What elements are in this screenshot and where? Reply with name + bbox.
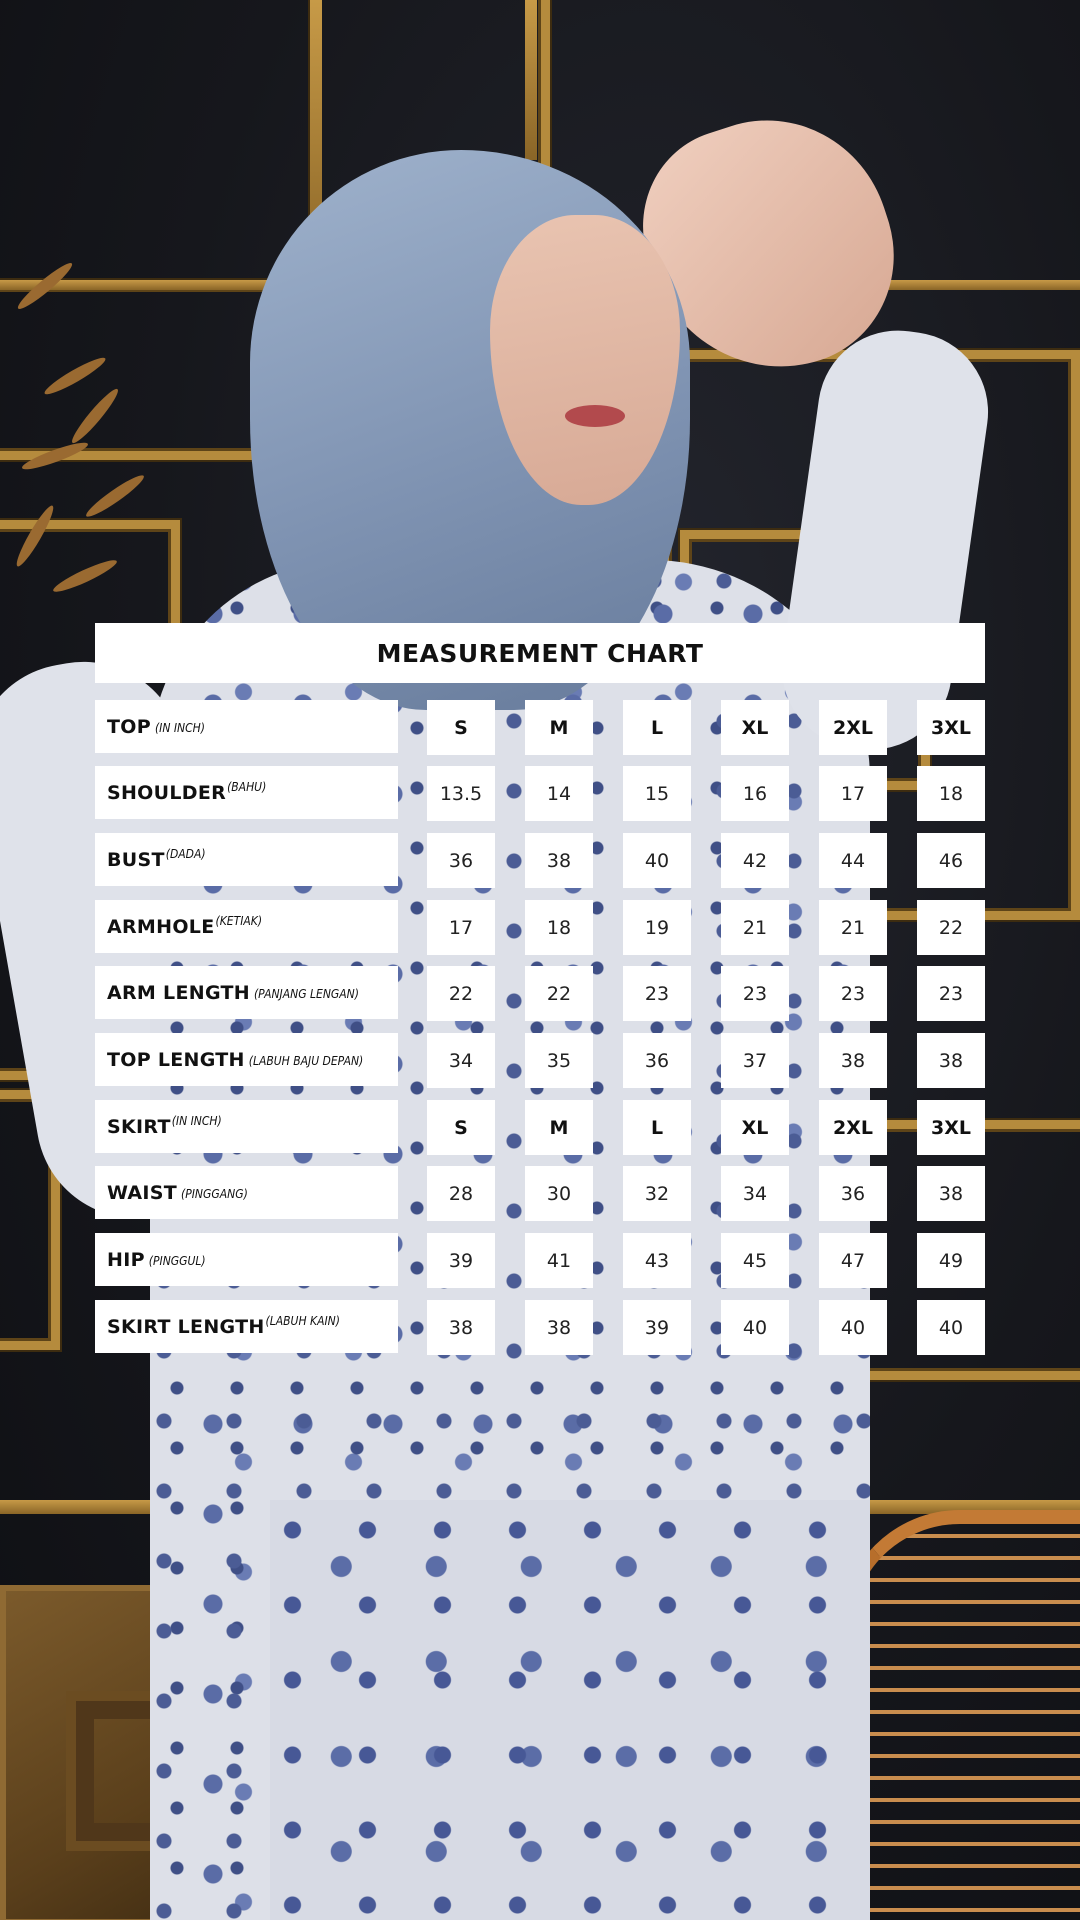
- size-header-cell: 3XL: [917, 700, 985, 755]
- row-label: [95, 1100, 398, 1153]
- value-cell: 17: [427, 900, 495, 955]
- value-cell: 15: [623, 766, 691, 821]
- value-cell: 23: [623, 966, 691, 1021]
- row-label: [95, 1233, 398, 1286]
- value-cell: 34: [721, 1166, 789, 1221]
- row-label: [95, 1300, 398, 1353]
- label-note: (BAHU): [227, 779, 267, 794]
- value-cell: 23: [721, 966, 789, 1021]
- label-main: SKIRT LENGTH: [107, 1315, 265, 1338]
- value-cell: 39: [623, 1300, 691, 1355]
- value-cell: 17: [819, 766, 887, 821]
- label-note: (LABUH KAIN): [265, 1313, 340, 1328]
- value-cell: 36: [427, 833, 495, 888]
- row-label: [95, 700, 398, 753]
- value-cell: 14: [525, 766, 593, 821]
- row-label: [95, 766, 398, 819]
- size-header-cell: L: [623, 1100, 691, 1155]
- size-header-cell: XL: [721, 700, 789, 755]
- chart-title: MEASUREMENT CHART: [95, 623, 985, 683]
- value-cell: 38: [525, 833, 593, 888]
- label-main: TOP: [107, 715, 151, 738]
- value-cell: 22: [427, 966, 495, 1021]
- skirt-header-row: [0, 1100, 1080, 1155]
- table-row: [0, 900, 1080, 955]
- value-cell: 38: [819, 1033, 887, 1088]
- label-main: SHOULDER: [107, 781, 227, 804]
- value-cell: 40: [819, 1300, 887, 1355]
- value-cell: 18: [917, 766, 985, 821]
- table-row: [0, 833, 1080, 888]
- value-cell: 35: [525, 1033, 593, 1088]
- value-cell: 36: [623, 1033, 691, 1088]
- size-header-cell: L: [623, 700, 691, 755]
- table-row: [0, 1166, 1080, 1221]
- table-row: [0, 1233, 1080, 1288]
- label-main: TOP LENGTH: [107, 1048, 245, 1071]
- label-note: (PINGGUL): [148, 1253, 206, 1268]
- label-note: (LABUH BAJU DEPAN): [248, 1053, 364, 1068]
- value-cell: 22: [525, 966, 593, 1021]
- value-cell: 36: [819, 1166, 887, 1221]
- label-note: (IN INCH): [154, 720, 205, 735]
- value-cell: 38: [917, 1166, 985, 1221]
- table-row: [0, 1300, 1080, 1355]
- value-cell: 38: [525, 1300, 593, 1355]
- label-main: SKIRT: [107, 1115, 171, 1138]
- size-header-cell: 3XL: [917, 1100, 985, 1155]
- value-cell: 38: [427, 1300, 495, 1355]
- value-cell: 49: [917, 1233, 985, 1288]
- value-cell: 19: [623, 900, 691, 955]
- value-cell: 21: [721, 900, 789, 955]
- value-cell: 42: [721, 833, 789, 888]
- label-main: WAIST: [107, 1181, 178, 1204]
- label-main: ARMHOLE: [107, 915, 215, 938]
- label-main: HIP: [107, 1248, 145, 1271]
- row-label: [95, 833, 398, 886]
- value-cell: 16: [721, 766, 789, 821]
- size-header-cell: 2XL: [819, 700, 887, 755]
- size-header-cell: XL: [721, 1100, 789, 1155]
- value-cell: 21: [819, 900, 887, 955]
- value-cell: 22: [917, 900, 985, 955]
- size-header-cell: 2XL: [819, 1100, 887, 1155]
- value-cell: 34: [427, 1033, 495, 1088]
- row-label: [95, 900, 398, 953]
- size-header-cell: S: [427, 1100, 495, 1155]
- value-cell: 45: [721, 1233, 789, 1288]
- row-label: [95, 1033, 398, 1086]
- label-main: BUST: [107, 848, 165, 871]
- value-cell: 30: [525, 1166, 593, 1221]
- table-row: [0, 966, 1080, 1021]
- label-main: ARM LENGTH: [107, 981, 250, 1004]
- value-cell: 41: [525, 1233, 593, 1288]
- value-cell: 38: [917, 1033, 985, 1088]
- top-header-row: [0, 700, 1080, 755]
- value-cell: 43: [623, 1233, 691, 1288]
- value-cell: 39: [427, 1233, 495, 1288]
- value-cell: 23: [819, 966, 887, 1021]
- table-row: [0, 1033, 1080, 1088]
- table-row: [0, 766, 1080, 821]
- size-header-cell: M: [525, 1100, 593, 1155]
- row-label: [95, 966, 398, 1019]
- row-label: [95, 1166, 398, 1219]
- value-cell: 23: [917, 966, 985, 1021]
- size-header-cell: M: [525, 700, 593, 755]
- label-note: (KETIAK): [215, 913, 263, 928]
- value-cell: 44: [819, 833, 887, 888]
- size-header-cell: S: [427, 700, 495, 755]
- value-cell: 28: [427, 1166, 495, 1221]
- label-note: (PANJANG LENGAN): [253, 986, 359, 1001]
- value-cell: 40: [721, 1300, 789, 1355]
- value-cell: 46: [917, 833, 985, 888]
- label-note: (IN INCH): [171, 1113, 222, 1128]
- value-cell: 37: [721, 1033, 789, 1088]
- label-note: (PINGGANG): [181, 1186, 248, 1201]
- value-cell: 47: [819, 1233, 887, 1288]
- value-cell: 40: [917, 1300, 985, 1355]
- label-note: (DADA): [165, 846, 206, 861]
- value-cell: 18: [525, 900, 593, 955]
- value-cell: 40: [623, 833, 691, 888]
- value-cell: 32: [623, 1166, 691, 1221]
- value-cell: 13.5: [427, 766, 495, 821]
